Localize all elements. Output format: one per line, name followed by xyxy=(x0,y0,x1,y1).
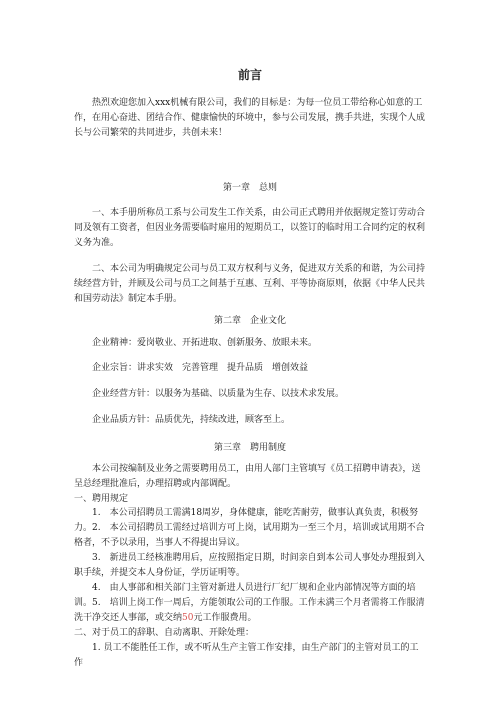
chapter-1-paragraph-1: 一、本手册所称员工系与公司发生工作关系，由公司正式聘用并依据规定签订劳动合同及领有工资者，但因业务需要临时雇用的短期员工，以签订的临时用工合同约定的权利义务为准。 xyxy=(74,208,426,248)
rule-5 xyxy=(74,596,426,626)
chapter-1-paragraph-2: 二、本公司为明确规定公司与员工双方权利与义务，促进双方关系的和谐，为公司持续经营方针，并顾及公司与员工之间基于互惠、互利、平等协商原则，依据《中华人民共和国劳动法》制定本手册。 xyxy=(74,264,426,304)
uniform-fee-amount: 50 xyxy=(182,613,194,623)
section-2-heading: 二、对于员工的辞职、自动离职、开除处理： xyxy=(74,628,255,638)
rule-2: 2. 本公司招聘员工需经过培训方可上岗，试用期为一至三个月，培训或试用期不合格者，不予以录用，当事人不得提出异议。 xyxy=(74,523,425,548)
chapter-3-heading: 第三章 聘用制度 xyxy=(213,443,286,453)
quality-policy: 企业品质方针：品质优先，持续改进，顾客至上。 xyxy=(92,415,291,425)
intro-paragraph: 热烈欢迎您加入xxx机械有限公司，我们的目标是：为每一位员工带给称心如意的工作，在用心奋进、团结合作、健康愉快的环境中，参与公司发展，携手共进，实现个人成长与公司繁荣的共同进步，共创未来！ xyxy=(74,98,426,138)
enterprise-tenet: 企业宗旨：讲求实效 完善管理 提升品质 增创效益 xyxy=(92,363,309,373)
chapter-2-heading: 第二章 企业文化 xyxy=(213,316,286,326)
enterprise-spirit: 企业精神：爱岗敬业、开拓进取、创新服务、放眼未来。 xyxy=(92,338,318,348)
rule-1: 1. 本公司招聘员工需满18周岁，身体健康，能吃苦耐劳，做事认真负责，积极努力。 xyxy=(74,508,419,533)
rule-5-text-a: 5. 培训上岗工作一周后，方能领取公司的工作服。工作未满三个月者需将工作服清洗干净交还人事部，或交纳 xyxy=(74,598,425,623)
rule-4: 4. 由人事部和相关部门主管对新进人员进行厂纪厂规和企业内部情况等方面的培训。 xyxy=(74,583,416,608)
page-title: 前言 xyxy=(237,68,262,82)
chapter-3-intro: 本公司按编制及业务之需要聘用员工，由用人部门主管填写《员工招聘申请表》，送呈总经理批准后，办理招聘或内部调配。 xyxy=(74,464,421,489)
chapter-1-heading: 第一章 总则 xyxy=(222,183,277,193)
section-1-heading: 一、聘用规定 xyxy=(74,494,129,504)
rule-3: 3. 新进员工经核准聘用后，应按照指定日期，时间亲自到本公司人事处办理报到入职手续，并提交本人身份证，学历证明等。 xyxy=(74,553,425,578)
rule-6: 1. 员工不能胜任工作，或不听从生产主管工作安排，由生产部门的主管对员工的工作 xyxy=(74,643,419,668)
business-policy: 企业经营方针：以服务为基础、以质量为生存、以技术求发展。 xyxy=(92,389,345,399)
rule-5-text-b: 元工作服费用。 xyxy=(193,613,257,623)
